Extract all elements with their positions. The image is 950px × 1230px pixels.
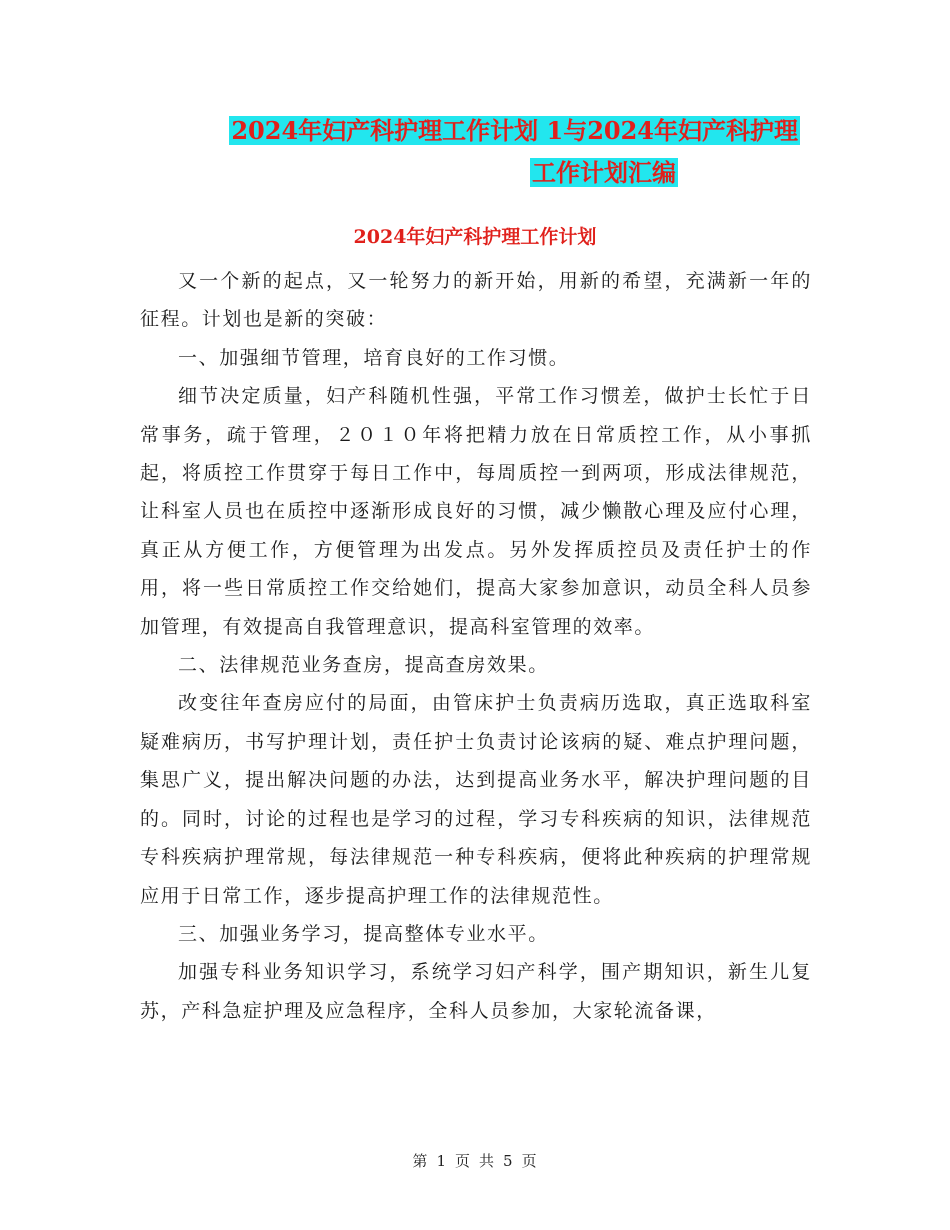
paragraph-heading-3: 三、加强业务学习，提高整体专业水平。 xyxy=(178,922,549,945)
paragraph-body-2: 改变往年查房应付的局面，由管床护士负责病历选取，真正选取科室疑难病历，书写护理计划，责任护士负责讨论该病的疑、难点护理问题，集思广义，提出解决问题的办法，达到提高业务水平，解决护理问题的目的。同时，讨论的过程也是学习的过程，学习专科疾病的知识，法律规范专科疾病护理常规，每法律规范一种专科疾病，便将此种疾病的护理常规应用于日常工作，逐步提高护理工作的法律规范性。 xyxy=(140,692,812,907)
footer-suffix: 页 xyxy=(521,1152,538,1170)
footer-total-pages: 5 xyxy=(503,1152,514,1170)
paragraph-heading-1: 一、加强细节管理，培育良好的工作习惯。 xyxy=(178,346,570,369)
paragraph-body-1: 细节决定质量，妇产科随机性强，平常工作习惯差，做护士长忙于日常事务，疏于管理，２０１０年将把精力放在日常质控工作，从小事抓起，将质控工作贯穿于每日工作中，每周质控一到两项，形成法律规范，让科室人员也在质控中逐渐形成良好的习惯，减少懒散心理及应付心理，真正从方便工作，方便管理为出发点。另外发挥质控员及责任护士的作用，将一些日常质控工作交给她们，提高大家参加意识，动员全科人员参加管理，有效提高自我管理意识，提高科室管理的效率。 xyxy=(140,385,812,638)
paragraph-heading-2: 二、法律规范业务查房，提高查房效果。 xyxy=(178,654,549,677)
paragraph-body-3: 加强专科业务知识学习，系统学习妇产科学，围产期知识，新生儿复苏，产科急症护理及应急程序，全科人员参加，大家轮流备课， xyxy=(140,961,812,1022)
body-text xyxy=(140,262,812,1030)
paragraph-intro: 又一个新的起点，又一轮努力的新开始，用新的希望，充满新一年的征程。计划也是新的突破： xyxy=(140,270,812,331)
document-title-line2: 工作计划汇编 xyxy=(532,158,676,187)
footer-page-word: 页 xyxy=(454,1152,471,1170)
page-footer xyxy=(0,1150,950,1171)
document-title-line1: 2024年妇产科护理工作计划 1与2024年妇产科护理 xyxy=(231,116,798,145)
footer-current-page: 1 xyxy=(436,1152,447,1170)
section-title: 2024年妇产科护理工作计划 xyxy=(353,226,597,248)
footer-total-word: 共 xyxy=(479,1152,496,1170)
footer-prefix: 第 xyxy=(412,1152,429,1170)
